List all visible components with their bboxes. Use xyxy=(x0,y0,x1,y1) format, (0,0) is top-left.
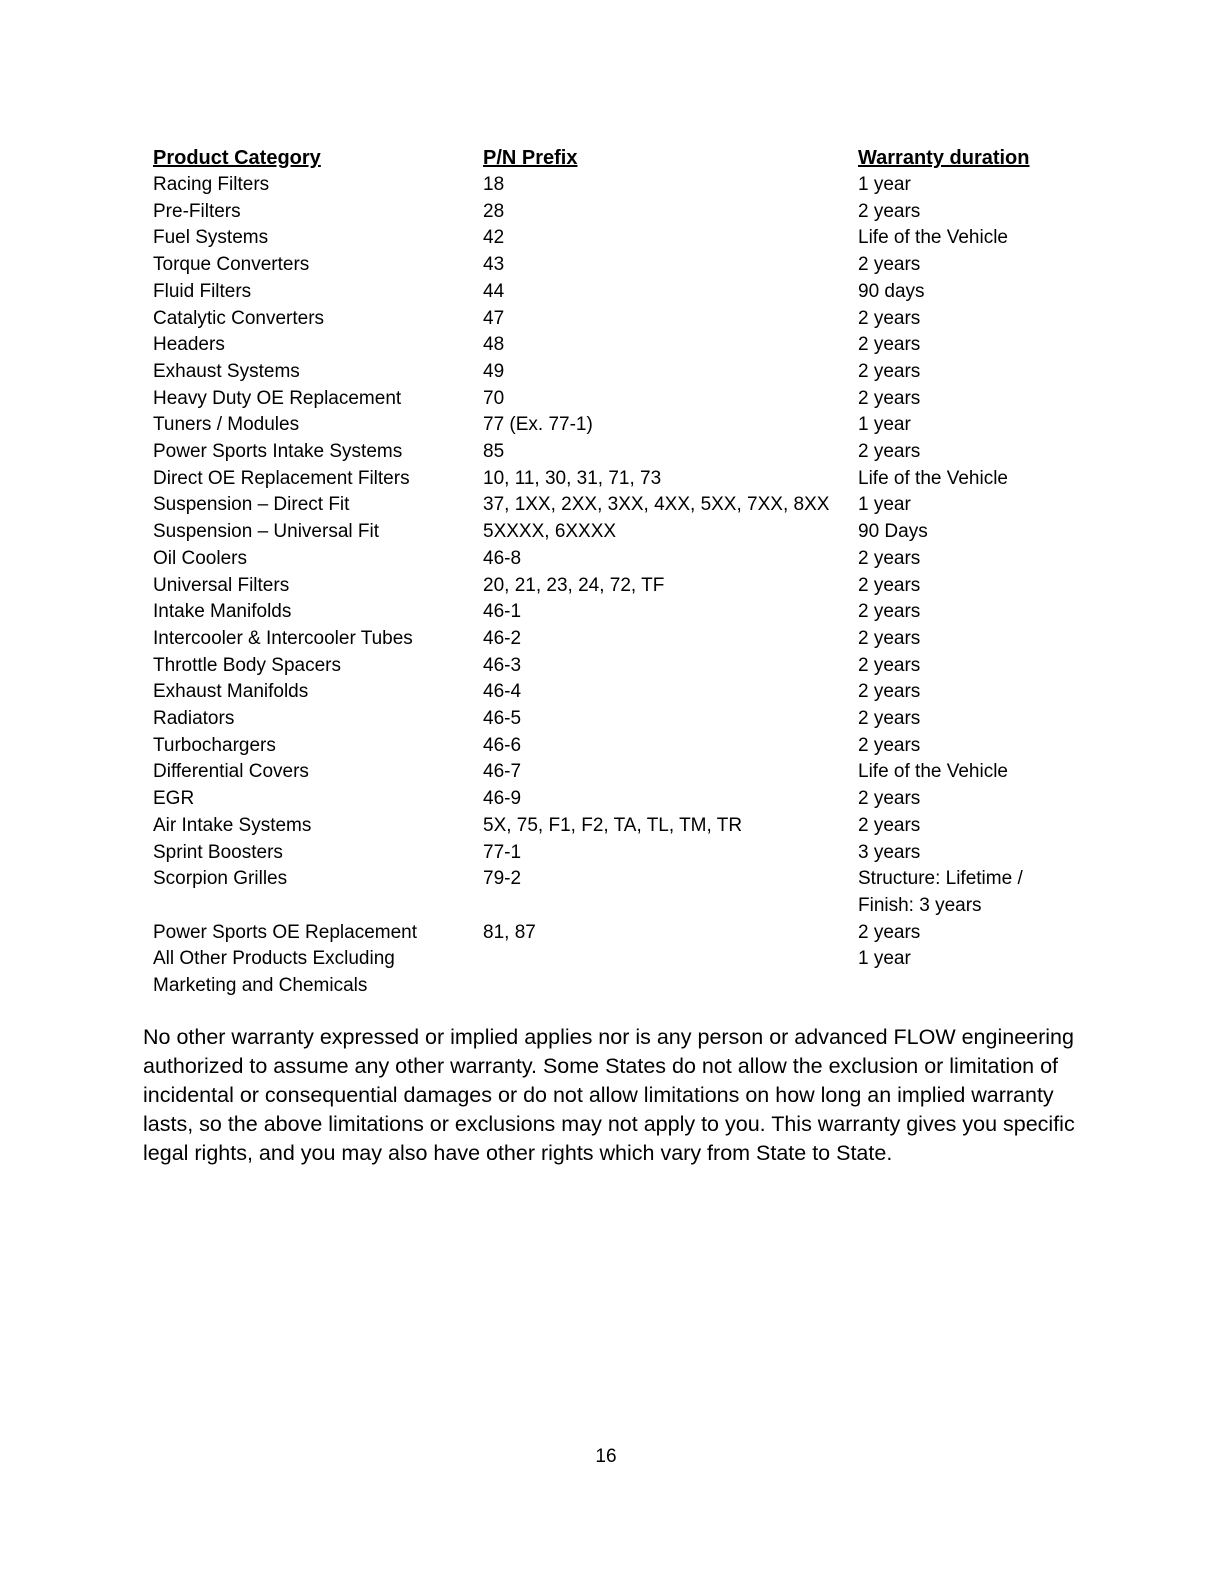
table-row xyxy=(153,733,1073,760)
cell-pn-prefix: 28 xyxy=(483,200,505,222)
table-row xyxy=(153,679,1073,706)
table-row xyxy=(153,199,1073,226)
cell-product-category: Scorpion Grilles xyxy=(153,868,288,890)
cell-product-category: Oil Coolers xyxy=(153,547,247,569)
table-row xyxy=(153,546,1073,573)
cell-warranty-duration: 1 year xyxy=(858,948,911,970)
table-row xyxy=(153,759,1073,786)
cell-warranty-duration: 2 years xyxy=(858,788,921,810)
cell-product-category: Torque Converters xyxy=(153,254,310,276)
table-row xyxy=(153,279,1073,306)
cell-warranty-duration: 2 years xyxy=(858,601,921,623)
cell-pn-prefix: 37, 1XX, 2XX, 3XX, 4XX, 5XX, 7XX, 8XX xyxy=(483,494,830,516)
cell-pn-prefix: 85 xyxy=(483,441,505,463)
cell-product-category: Intercooler & Intercooler Tubes xyxy=(153,627,413,649)
cell-product-category: Tuners / Modules xyxy=(153,414,300,436)
cell-pn-prefix: 49 xyxy=(483,360,505,382)
cell-pn-prefix: 46-8 xyxy=(483,547,522,569)
cell-pn-prefix: 70 xyxy=(483,387,505,409)
cell-pn-prefix xyxy=(483,946,858,999)
cell-warranty-duration: 1 year xyxy=(858,414,911,436)
warranty-table xyxy=(153,144,1073,1000)
table-body xyxy=(153,172,1073,1000)
cell-warranty-duration: Structure: Lifetime / Finish: 3 years xyxy=(858,868,1023,916)
table-row xyxy=(153,653,1073,680)
table-row xyxy=(153,359,1073,386)
cell-warranty-duration: 2 years xyxy=(858,307,921,329)
cell-pn-prefix: 77-1 xyxy=(483,841,522,863)
cell-warranty-duration: 90 days xyxy=(858,280,925,302)
cell-product-category: Air Intake Systems xyxy=(153,814,312,836)
table-row xyxy=(153,866,1073,919)
cell-pn-prefix: 46-5 xyxy=(483,708,522,730)
cell-pn-prefix: 5XXXX, 6XXXX xyxy=(483,521,617,543)
cell-product-category: Racing Filters xyxy=(153,174,270,195)
cell-pn-prefix: 44 xyxy=(483,280,505,302)
table-row xyxy=(153,786,1073,813)
cell-product-category: Power Sports OE Replacement xyxy=(153,921,418,943)
header-pn-prefix: P/N Prefix xyxy=(483,147,578,169)
table-row xyxy=(153,439,1073,466)
cell-product-category: Power Sports Intake Systems xyxy=(153,441,403,463)
table-row xyxy=(153,252,1073,279)
cell-pn-prefix: 77 (Ex. 77-1) xyxy=(483,414,593,436)
table-row xyxy=(153,332,1073,359)
cell-pn-prefix: 46-4 xyxy=(483,681,522,703)
cell-pn-prefix: 46-1 xyxy=(483,601,522,623)
cell-warranty-duration: 2 years xyxy=(858,547,921,569)
table-row xyxy=(153,599,1073,626)
table-row xyxy=(153,840,1073,867)
cell-product-category: Radiators xyxy=(153,708,235,730)
cell-pn-prefix: 48 xyxy=(483,334,505,356)
cell-pn-prefix: 46-7 xyxy=(483,761,522,783)
table-row xyxy=(153,706,1073,733)
cell-pn-prefix: 79-2 xyxy=(483,868,522,890)
cell-product-category: Fuel Systems xyxy=(153,227,269,249)
table-row xyxy=(153,492,1073,519)
table-row xyxy=(153,412,1073,439)
table-row xyxy=(153,306,1073,333)
cell-warranty-duration: 2 years xyxy=(858,654,921,676)
cell-pn-prefix: 42 xyxy=(483,227,505,249)
cell-product-category: Universal Filters xyxy=(153,574,290,596)
cell-product-category: Exhaust Manifolds xyxy=(153,681,309,703)
cell-product-category: Suspension – Direct Fit xyxy=(153,494,350,516)
cell-pn-prefix: 81, 87 xyxy=(483,921,536,943)
header-warranty-duration: Warranty duration xyxy=(858,147,1030,169)
cell-pn-prefix: 10, 11, 30, 31, 71, 73 xyxy=(483,467,662,489)
cell-product-category: Catalytic Converters xyxy=(153,307,325,329)
cell-warranty-duration: 2 years xyxy=(858,441,921,463)
table-row xyxy=(153,225,1073,252)
cell-warranty-duration: 2 years xyxy=(858,734,921,756)
cell-product-category: Headers xyxy=(153,334,225,356)
cell-warranty-duration: 2 years xyxy=(858,921,921,943)
table-row xyxy=(153,813,1073,840)
cell-pn-prefix: 46-9 xyxy=(483,788,522,810)
cell-warranty-duration: 2 years xyxy=(858,681,921,703)
cell-product-category: All Other Products Excluding Marketing and Chemicals xyxy=(153,948,395,997)
cell-pn-prefix: 5X, 75, F1, F2, TA, TL, TM, TR xyxy=(483,814,743,836)
cell-product-category: Fluid Filters xyxy=(153,280,252,302)
cell-warranty-duration: 2 years xyxy=(858,254,921,276)
cell-pn-prefix: 46-6 xyxy=(483,734,522,756)
cell-product-category: EGR xyxy=(153,788,195,810)
cell-product-category: Direct OE Replacement Filters xyxy=(153,467,410,489)
cell-product-category: Turbochargers xyxy=(153,734,276,756)
cell-warranty-duration: 2 years xyxy=(858,814,921,836)
cell-product-category: Intake Manifolds xyxy=(153,601,292,623)
table-row xyxy=(153,920,1073,947)
cell-pn-prefix: 43 xyxy=(483,254,505,276)
cell-product-category: Pre-Filters xyxy=(153,200,241,222)
table-row xyxy=(153,172,1073,199)
cell-product-category: Throttle Body Spacers xyxy=(153,654,341,676)
table-row xyxy=(153,946,1073,999)
cell-warranty-duration: Life of the Vehicle xyxy=(858,761,1008,783)
cell-product-category: Suspension – Universal Fit xyxy=(153,521,379,543)
cell-product-category: Exhaust Systems xyxy=(153,360,300,382)
cell-pn-prefix: 46-2 xyxy=(483,627,522,649)
header-product-category: Product Category xyxy=(153,147,321,169)
table-row xyxy=(153,466,1073,493)
page-number: 16 xyxy=(595,1446,617,1467)
table-row xyxy=(153,386,1073,413)
table-row xyxy=(153,573,1073,600)
cell-product-category: Sprint Boosters xyxy=(153,841,283,863)
cell-warranty-duration: 2 years xyxy=(858,708,921,730)
cell-pn-prefix: 18 xyxy=(483,174,505,195)
cell-product-category: Differential Covers xyxy=(153,761,309,783)
cell-warranty-duration: 1 year xyxy=(858,174,911,195)
cell-product-category: Heavy Duty OE Replacement xyxy=(153,387,402,409)
table-header-row xyxy=(153,144,1073,172)
cell-warranty-duration: Life of the Vehicle xyxy=(858,467,1008,489)
cell-warranty-duration: 2 years xyxy=(858,334,921,356)
cell-warranty-duration: 2 years xyxy=(858,387,921,409)
cell-warranty-duration: 3 years xyxy=(858,841,921,863)
cell-warranty-duration: Life of the Vehicle xyxy=(858,227,1008,249)
cell-warranty-duration: 2 years xyxy=(858,627,921,649)
cell-warranty-duration: 1 year xyxy=(858,494,911,516)
cell-warranty-duration: 90 Days xyxy=(858,521,928,543)
cell-warranty-duration: 2 years xyxy=(858,360,921,382)
cell-pn-prefix: 20, 21, 23, 24, 72, TF xyxy=(483,574,665,596)
warranty-disclaimer: No other warranty expressed or implied applies nor is any person or advanced FLOW engineering authorized to assume any other warranty. Some States do not allow the exclusion or limitation of incidental or consequential damages or do not allow limitations on how long an implied warranty lasts, so the above limitations or exclusions may not apply to you. This warranty gives you specific legal rights, and you may also have other rights which vary from State to State. xyxy=(143,1025,1075,1165)
cell-warranty-duration: 2 years xyxy=(858,200,921,222)
cell-warranty-duration: 2 years xyxy=(858,574,921,596)
table-row xyxy=(153,519,1073,546)
cell-pn-prefix: 46-3 xyxy=(483,654,522,676)
cell-pn-prefix: 47 xyxy=(483,307,505,329)
table-row xyxy=(153,626,1073,653)
